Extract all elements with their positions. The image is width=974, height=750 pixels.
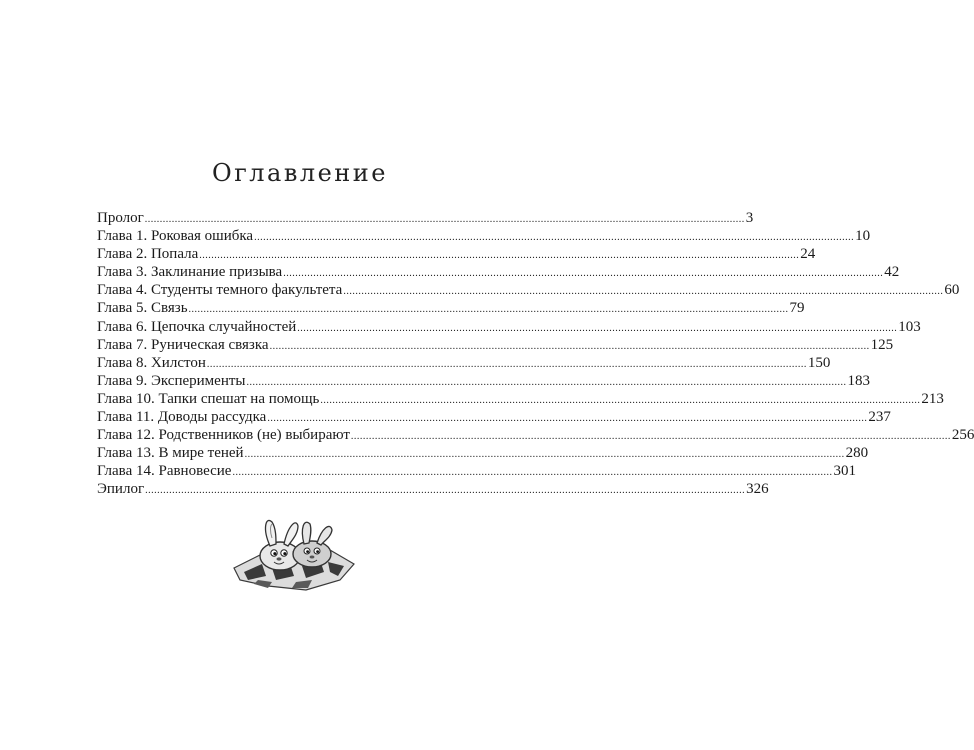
- toc-entry[interactable]: [97, 245, 816, 263]
- table-of-contents: [97, 209, 974, 499]
- toc-entry-page: 79: [789, 300, 805, 317]
- toc-leader-dots: ........................................................................................................................................................................................................: [244, 449, 845, 461]
- toc-entry-label: Глава 4. Студенты темного факультета: [97, 282, 343, 299]
- toc-entry[interactable]: [97, 299, 805, 317]
- toc-entry-label: Глава 1. Роковая ошибка: [97, 228, 254, 245]
- toc-entry[interactable]: [97, 390, 944, 408]
- toc-entry[interactable]: [97, 209, 754, 227]
- toc-entry[interactable]: [97, 263, 900, 281]
- toc-entry-label: Глава 5. Связь: [97, 300, 188, 317]
- toc-leader-dots: ........................................................................................................................................................................................................: [144, 214, 745, 225]
- toc-entry[interactable]: [97, 354, 831, 372]
- toc-leader-dots: ........................................................................................................................................................................................................: [267, 413, 868, 425]
- toc-entry-page: 213: [921, 390, 944, 407]
- toc-entry[interactable]: [97, 408, 891, 426]
- toc-entry-page: 301: [833, 463, 856, 480]
- toc-leader-dots: ........................................................................................................................................................................................................: [254, 232, 855, 244]
- toc-entry-label: Глава 9. Эксперименты: [97, 372, 246, 389]
- toc-entry[interactable]: [97, 281, 960, 299]
- toc-entry[interactable]: [97, 318, 921, 336]
- toc-entry[interactable]: [97, 336, 894, 354]
- toc-leader-dots: ........................................................................................................................................................................................................: [199, 250, 800, 262]
- toc-entry-page: 42: [884, 264, 900, 281]
- toc-leader-dots: ........................................................................................................................................................................................................: [297, 322, 898, 334]
- page-title: Оглавление: [212, 159, 388, 188]
- toc-entry-page: 103: [898, 318, 921, 335]
- toc-entry-label: Глава 3. Заклинание призыва: [97, 264, 283, 281]
- toc-leader-dots: ........................................................................................................................................................................................................: [188, 304, 789, 316]
- toc-entry-label: Глава 14. Равновесие: [97, 463, 232, 480]
- toc-entry-label: Глава 10. Тапки спешат на помощь: [97, 390, 320, 407]
- toc-entry-page: 280: [845, 445, 869, 462]
- toc-entry[interactable]: [97, 462, 856, 480]
- toc-entry-label: Глава 6. Цепочка случайностей: [97, 318, 297, 335]
- toc-entry-label: Глава 11. Доводы рассудка: [97, 409, 267, 426]
- toc-entry[interactable]: [97, 444, 869, 462]
- toc-entry[interactable]: [97, 227, 871, 245]
- toc-leader-dots: ........................................................................................................................................................................................................: [320, 394, 921, 406]
- toc-entry-page: 326: [746, 481, 769, 498]
- toc-leader-dots: ........................................................................................................................................................................................................: [232, 467, 833, 479]
- toc-entry-label: Пролог: [97, 210, 144, 226]
- toc-entry-page: 256: [951, 427, 974, 444]
- toc-entry-page: 125: [870, 336, 894, 353]
- toc-leader-dots: ........................................................................................................................................................................................................: [343, 286, 944, 298]
- toc-entry-page: 150: [807, 354, 831, 371]
- toc-leader-dots: ........................................................................................................................................................................................................: [145, 485, 746, 497]
- toc-entry-page: 3: [745, 210, 754, 226]
- toc-leader-dots: ........................................................................................................................................................................................................: [350, 431, 951, 443]
- toc-entry-page: 10: [855, 228, 871, 245]
- toc-entry-label: Глава 8. Хилстон: [97, 354, 206, 371]
- toc-entry[interactable]: [97, 426, 974, 444]
- toc-entry-label: Глава 7. Руническая связка: [97, 336, 269, 353]
- toc-entry-label: Глава 12. Родственников (не) выбирают: [97, 427, 350, 444]
- toc-entry-page: 183: [847, 372, 870, 389]
- toc-entry-label: Эпилог: [97, 481, 145, 498]
- toc-leader-dots: ........................................................................................................................................................................................................: [283, 268, 884, 280]
- toc-entry-page: 60: [944, 282, 960, 299]
- toc-leader-dots: ........................................................................................................................................................................................................: [206, 358, 807, 370]
- toc-entry-label: Глава 2. Попала: [97, 246, 199, 263]
- toc-entry-page: 24: [800, 246, 816, 263]
- toc-entry[interactable]: [97, 372, 870, 390]
- toc-leader-dots: ........................................................................................................................................................................................................: [246, 376, 847, 388]
- bunny-slippers-icon: [232, 510, 356, 592]
- toc-entry-page: 237: [868, 409, 891, 426]
- toc-entry-label: Глава 13. В мире теней: [97, 445, 244, 462]
- toc-entry[interactable]: [97, 480, 769, 498]
- toc-leader-dots: ........................................................................................................................................................................................................: [269, 340, 870, 352]
